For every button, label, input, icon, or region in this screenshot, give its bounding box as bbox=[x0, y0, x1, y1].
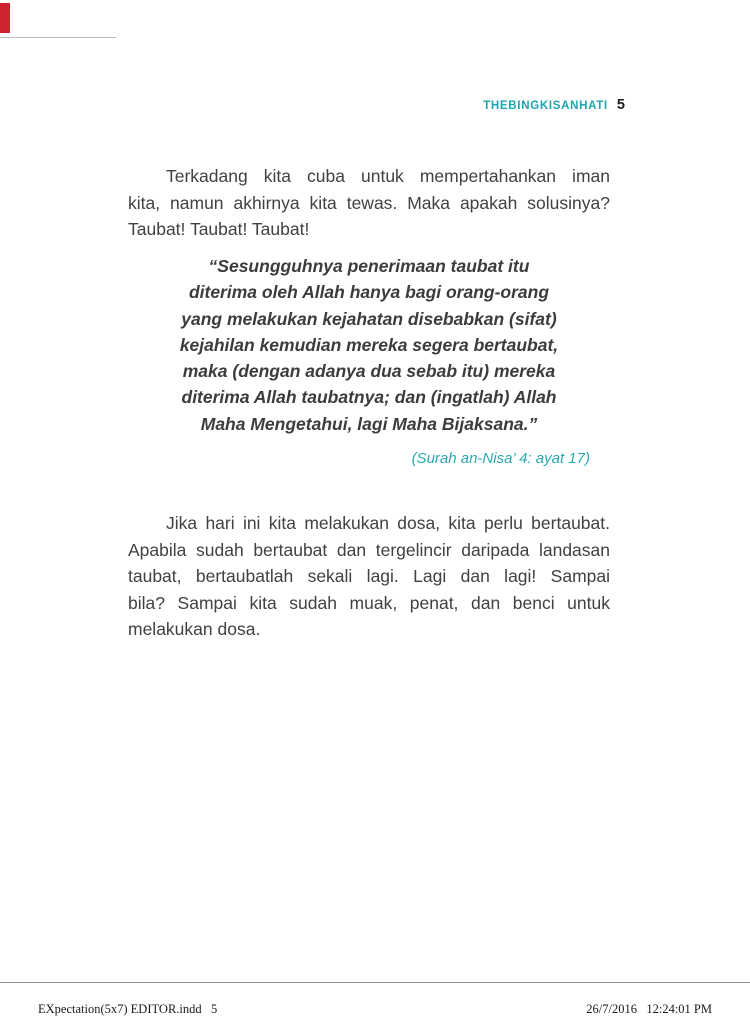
trim-line bbox=[0, 37, 116, 38]
page-header bbox=[0, 96, 625, 114]
running-title: THEBINGKISANHATI bbox=[483, 100, 608, 112]
quote-line: “Sesungguhnya penerimaan taubat itu bbox=[208, 256, 530, 276]
paragraph-line: Jika hari ini kita melakukan dosa, kita perlu bertaubat. bbox=[166, 513, 610, 533]
paragraph-line: bila? Sampai kita sudah muak, penat, dan benci untuk bbox=[128, 592, 610, 613]
quote-line: kejahilan kemudian mereka segera bertaubat, bbox=[179, 334, 559, 355]
paragraph-line: Terkadang kita cuba untuk mempertahankan iman bbox=[166, 166, 610, 186]
paragraph-body bbox=[128, 510, 610, 643]
surah-citation: (Surah an-Nisa’ 4: ayat 17) bbox=[411, 450, 590, 467]
paragraph-line: kita, namun akhirnya kita tewas. Maka apakah solusinya? bbox=[128, 192, 610, 213]
spine-crop-mark bbox=[0, 3, 10, 33]
paragraph-line: taubat, bertaubatlah sekali lagi. Lagi dan lagi! Sampai bbox=[128, 566, 610, 586]
quote-line: Maha Mengetahui, lagi Maha Bijaksana.” bbox=[200, 413, 538, 434]
quote-line: diterima Allah taubatnya; dan (ingatlah) Allah bbox=[181, 387, 557, 408]
footer-timestamp: 26/7/2016 12:24:01 PM bbox=[586, 1002, 712, 1016]
quote-line: yang melakukan kejahatan disebabkan (sifat) bbox=[181, 308, 557, 329]
paragraph-line: Taubat! Taubat! Taubat! bbox=[128, 219, 310, 239]
footer-rule bbox=[0, 982, 750, 983]
page-number: 5 bbox=[616, 97, 625, 113]
quran-quote bbox=[140, 253, 598, 437]
paragraph-line: Apabila sudah bertaubat dan tergelincir daripada landasan bbox=[128, 539, 610, 560]
footer-filename: EXpectation(5x7) EDITOR.indd 5 bbox=[38, 1002, 218, 1016]
quote-line: maka (dengan adanya dua sebab itu) mereka bbox=[182, 361, 556, 382]
quote-line: diterima oleh Allah hanya bagi orang-orang bbox=[188, 282, 550, 303]
paragraph-intro bbox=[128, 163, 610, 243]
paragraph-line: melakukan dosa. bbox=[128, 619, 261, 639]
